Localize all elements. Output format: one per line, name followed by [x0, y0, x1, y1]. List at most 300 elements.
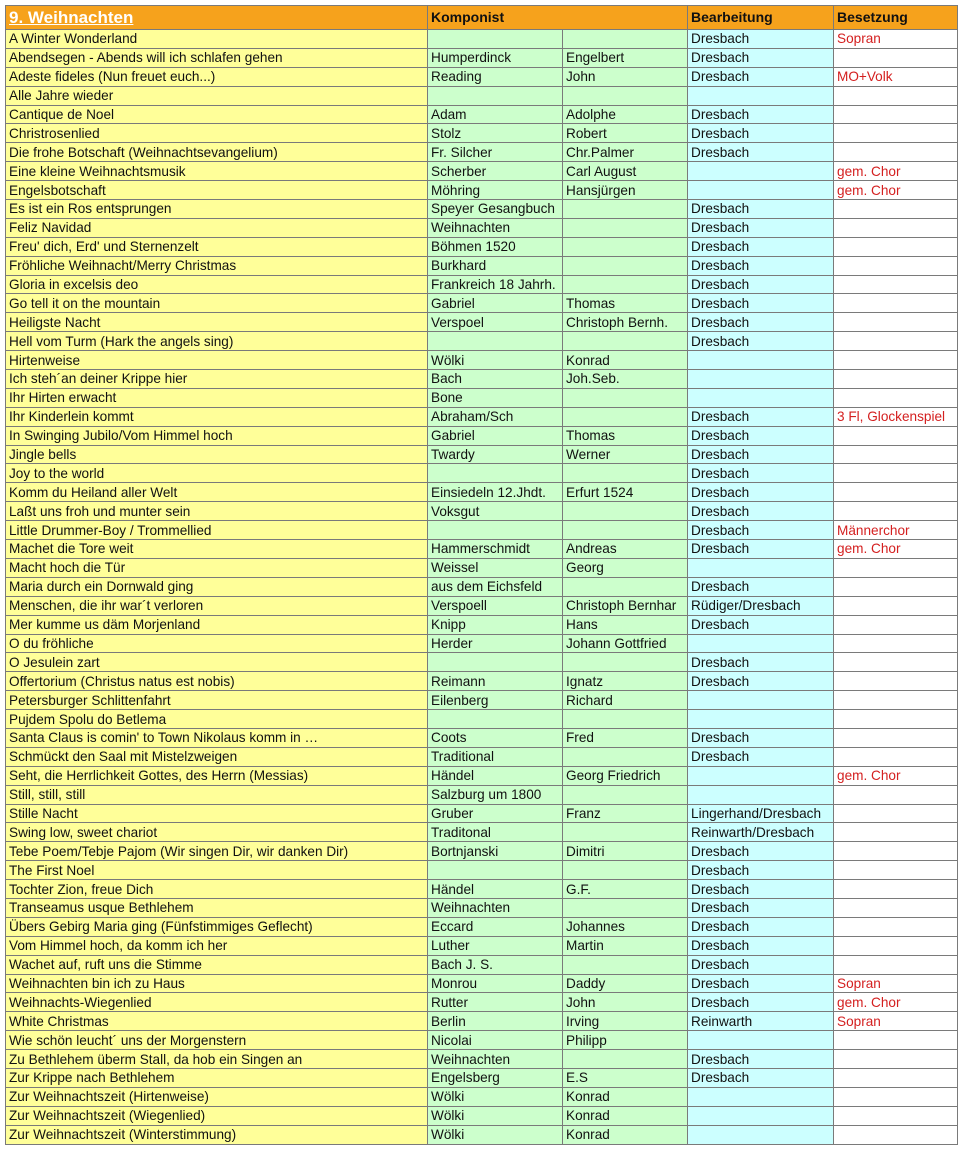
cast-cell	[834, 218, 958, 237]
composer-last-cell: Weihnachten	[428, 218, 563, 237]
table-row	[6, 936, 958, 955]
arrangement-cell: Dresbach	[688, 464, 834, 483]
composer-first-cell: Thomas	[563, 294, 688, 313]
composer-last-cell: Bone	[428, 388, 563, 407]
composer-last-cell: Scherber	[428, 162, 563, 181]
table-row	[6, 993, 958, 1012]
composer-header: Komponist	[428, 6, 688, 30]
arrangement-cell: Dresbach	[688, 426, 834, 445]
song-title-cell: Pujdem Spolu do Betlema	[6, 710, 428, 729]
composer-first-cell: Erfurt 1524	[563, 483, 688, 502]
composer-first-cell	[563, 218, 688, 237]
song-title-cell: Joy to the world	[6, 464, 428, 483]
cast-cell	[834, 332, 958, 351]
song-title-cell: Tebe Poem/Tebje Pajom (Wir singen Dir, wir danken Dir)	[6, 842, 428, 861]
song-title-cell: Menschen, die ihr war´t verloren	[6, 596, 428, 615]
composer-last-cell: Herder	[428, 634, 563, 653]
cast-cell	[834, 823, 958, 842]
song-title-cell: Eine kleine Weihnachtsmusik	[6, 162, 428, 181]
song-title-cell: Ihr Hirten erwacht	[6, 388, 428, 407]
song-title-cell: Zu Bethlehem überm Stall, da hob ein Singen an	[6, 1050, 428, 1069]
composer-last-cell: Einsiedeln 12.Jhdt.	[428, 483, 563, 502]
song-title-cell: Machet die Tore weit	[6, 540, 428, 559]
composer-last-cell: Händel	[428, 880, 563, 899]
composer-first-cell: Konrad	[563, 1106, 688, 1125]
composer-first-cell: John	[563, 993, 688, 1012]
song-title-cell: Offertorium (Christus natus est nobis)	[6, 672, 428, 691]
composer-first-cell	[563, 653, 688, 672]
table-row	[6, 237, 958, 256]
cast-cell	[834, 804, 958, 823]
song-title-cell: Engelsbotschaft	[6, 181, 428, 200]
arrangement-cell: Reinwarth/Dresbach	[688, 823, 834, 842]
composer-first-cell: Adolphe	[563, 105, 688, 124]
cast-cell: Sopran	[834, 1012, 958, 1031]
cast-cell	[834, 785, 958, 804]
composer-first-cell: Ignatz	[563, 672, 688, 691]
composer-first-cell: Engelbert	[563, 48, 688, 67]
table-row	[6, 426, 958, 445]
arrangement-cell	[688, 370, 834, 389]
song-title-cell: Vom Himmel hoch, da komm ich her	[6, 936, 428, 955]
table-row	[6, 86, 958, 105]
cast-cell	[834, 502, 958, 521]
song-title-cell: Zur Weihnachtszeit (Winterstimmung)	[6, 1125, 428, 1144]
song-title-cell: Transeamus usque Bethlehem	[6, 898, 428, 917]
composer-first-cell	[563, 823, 688, 842]
song-title-cell: Stille Nacht	[6, 804, 428, 823]
composer-last-cell: Möhring	[428, 181, 563, 200]
composer-last-cell: Gruber	[428, 804, 563, 823]
cast-cell	[834, 256, 958, 275]
cast-cell	[834, 577, 958, 596]
composer-last-cell: Wölki	[428, 1106, 563, 1125]
cast-header: Besetzung	[834, 6, 958, 30]
song-title-cell: Petersburger Schlittenfahrt	[6, 691, 428, 710]
composer-last-cell	[428, 30, 563, 49]
table-row	[6, 804, 958, 823]
table-row	[6, 1125, 958, 1144]
composer-first-cell	[563, 785, 688, 804]
song-title-cell: A Winter Wonderland	[6, 30, 428, 49]
cast-cell	[834, 691, 958, 710]
table-row	[6, 388, 958, 407]
composer-last-cell	[428, 86, 563, 105]
arrangement-cell	[688, 1087, 834, 1106]
cast-cell	[834, 936, 958, 955]
table-row	[6, 955, 958, 974]
table-row	[6, 407, 958, 426]
song-title-cell: Mer kumme us däm Morjenland	[6, 615, 428, 634]
composer-first-cell	[563, 861, 688, 880]
song-title-cell: Macht hoch die Tür	[6, 558, 428, 577]
composer-first-cell	[563, 237, 688, 256]
composer-last-cell: Nicolai	[428, 1031, 563, 1050]
table-row	[6, 558, 958, 577]
composer-first-cell	[563, 86, 688, 105]
arrangement-cell	[688, 691, 834, 710]
song-title-cell: Abendsegen - Abends will ich schlafen gehen	[6, 48, 428, 67]
song-title-cell: The First Noel	[6, 861, 428, 880]
arrangement-cell: Dresbach	[688, 955, 834, 974]
arrangement-cell	[688, 162, 834, 181]
composer-last-cell: Traditional	[428, 747, 563, 766]
composer-last-cell: Bortnjanski	[428, 842, 563, 861]
composer-last-cell: Hammerschmidt	[428, 540, 563, 559]
cast-cell: Sopran	[834, 974, 958, 993]
composer-last-cell: Gabriel	[428, 294, 563, 313]
composer-first-cell: John	[563, 67, 688, 86]
cast-cell	[834, 445, 958, 464]
song-title-cell: Ihr Kinderlein kommt	[6, 407, 428, 426]
table-row	[6, 1031, 958, 1050]
cast-cell	[834, 124, 958, 143]
song-title-cell: Go tell it on the mountain	[6, 294, 428, 313]
composer-first-cell	[563, 710, 688, 729]
cast-cell	[834, 1050, 958, 1069]
cast-cell	[834, 294, 958, 313]
cast-cell	[834, 728, 958, 747]
arrangement-cell	[688, 634, 834, 653]
table-row	[6, 162, 958, 181]
arrangement-cell: Dresbach	[688, 275, 834, 294]
arrangement-cell: Dresbach	[688, 898, 834, 917]
arrangement-cell: Dresbach	[688, 540, 834, 559]
song-title-cell: Wie schön leucht´ uns der Morgenstern	[6, 1031, 428, 1050]
cast-cell: gem. Chor	[834, 766, 958, 785]
song-title-cell: Adeste fideles (Nun freuet euch...)	[6, 67, 428, 86]
cast-cell	[834, 86, 958, 105]
cast-cell	[834, 370, 958, 389]
composer-last-cell: Monrou	[428, 974, 563, 993]
composer-last-cell: Reading	[428, 67, 563, 86]
cast-cell	[834, 200, 958, 219]
composer-first-cell	[563, 388, 688, 407]
arrangement-cell: Dresbach	[688, 124, 834, 143]
cast-cell	[834, 483, 958, 502]
song-title-cell: O Jesulein zart	[6, 653, 428, 672]
table-row	[6, 370, 958, 389]
arrangement-cell: Dresbach	[688, 672, 834, 691]
arrangement-cell: Dresbach	[688, 332, 834, 351]
cast-cell	[834, 426, 958, 445]
cast-cell	[834, 955, 958, 974]
composer-first-cell	[563, 332, 688, 351]
composer-first-cell: Konrad	[563, 1125, 688, 1144]
arrangement-cell: Dresbach	[688, 313, 834, 332]
arrangement-cell: Dresbach	[688, 936, 834, 955]
arrangement-cell	[688, 1125, 834, 1144]
song-title-cell: Tochter Zion, freue Dich	[6, 880, 428, 899]
song-title-cell: Zur Krippe nach Bethlehem	[6, 1068, 428, 1087]
song-title-cell: White Christmas	[6, 1012, 428, 1031]
cast-cell	[834, 917, 958, 936]
arrangement-cell: Reinwarth	[688, 1012, 834, 1031]
table-row	[6, 653, 958, 672]
song-title-cell: Jingle bells	[6, 445, 428, 464]
composer-last-cell: Wölki	[428, 1125, 563, 1144]
composer-last-cell: Bach J. S.	[428, 955, 563, 974]
song-title-cell: Christrosenlied	[6, 124, 428, 143]
cast-cell	[834, 313, 958, 332]
cast-cell	[834, 898, 958, 917]
arrangement-cell: Dresbach	[688, 615, 834, 634]
composer-last-cell: Fr. Silcher	[428, 143, 563, 162]
table-row	[6, 67, 958, 86]
composer-last-cell: Speyer Gesangbuch	[428, 200, 563, 219]
song-title-cell: In Swinging Jubilo/Vom Himmel hoch	[6, 426, 428, 445]
section-title: 9. Weihnachten	[6, 6, 428, 30]
arrangement-cell: Dresbach	[688, 1068, 834, 1087]
composer-last-cell: Weissel	[428, 558, 563, 577]
composer-first-cell	[563, 30, 688, 49]
cast-cell	[834, 880, 958, 899]
arrangement-cell	[688, 1031, 834, 1050]
composer-last-cell: Humperdinck	[428, 48, 563, 67]
cast-cell	[834, 653, 958, 672]
header-row	[6, 6, 958, 30]
table-row	[6, 1012, 958, 1031]
arrangement-cell: Dresbach	[688, 48, 834, 67]
cast-cell	[834, 747, 958, 766]
composer-last-cell: Böhmen 1520	[428, 237, 563, 256]
cast-cell	[834, 634, 958, 653]
composer-first-cell: Georg Friedrich	[563, 766, 688, 785]
composer-first-cell: Andreas	[563, 540, 688, 559]
composer-first-cell: Hans	[563, 615, 688, 634]
composer-last-cell: Verspoel	[428, 313, 563, 332]
composer-first-cell: Carl August	[563, 162, 688, 181]
composer-last-cell	[428, 464, 563, 483]
cast-cell: 3 Fl, Glockenspiel	[834, 407, 958, 426]
composer-last-cell: Weihnachten	[428, 898, 563, 917]
song-title-cell: Cantique de Noel	[6, 105, 428, 124]
cast-cell: MO+Volk	[834, 67, 958, 86]
table-row	[6, 200, 958, 219]
composer-last-cell: Eccard	[428, 917, 563, 936]
cast-cell: Sopran	[834, 30, 958, 49]
composer-first-cell	[563, 955, 688, 974]
arrangement-cell: Dresbach	[688, 653, 834, 672]
composer-last-cell: Voksgut	[428, 502, 563, 521]
table-row	[6, 332, 958, 351]
table-row	[6, 48, 958, 67]
song-title-cell: Ich steh´an deiner Krippe hier	[6, 370, 428, 389]
composer-last-cell: Berlin	[428, 1012, 563, 1031]
arrangement-cell: Lingerhand/Dresbach	[688, 804, 834, 823]
composer-first-cell: Martin	[563, 936, 688, 955]
song-title-cell: Feliz Navidad	[6, 218, 428, 237]
table-row	[6, 30, 958, 49]
song-title-cell: Laßt uns froh und munter sein	[6, 502, 428, 521]
composer-last-cell	[428, 521, 563, 540]
arrangement-cell: Dresbach	[688, 407, 834, 426]
arrangement-cell: Dresbach	[688, 861, 834, 880]
table-row	[6, 294, 958, 313]
composer-first-cell	[563, 464, 688, 483]
composer-first-cell: Dimitri	[563, 842, 688, 861]
arrangement-cell	[688, 766, 834, 785]
song-title-cell: Little Drummer-Boy / Trommellied	[6, 521, 428, 540]
composer-last-cell: Weihnachten	[428, 1050, 563, 1069]
table-row	[6, 181, 958, 200]
composer-first-cell: Daddy	[563, 974, 688, 993]
cast-cell	[834, 710, 958, 729]
table-row	[6, 124, 958, 143]
cast-cell: gem. Chor	[834, 162, 958, 181]
cast-cell	[834, 615, 958, 634]
arrangement-cell: Dresbach	[688, 67, 834, 86]
composer-first-cell: Christoph Bernhar	[563, 596, 688, 615]
composer-last-cell: Händel	[428, 766, 563, 785]
table-row	[6, 596, 958, 615]
table-row	[6, 502, 958, 521]
song-title-cell: Freu' dich, Erd' und Sternenzelt	[6, 237, 428, 256]
composer-last-cell	[428, 653, 563, 672]
composer-last-cell: Gabriel	[428, 426, 563, 445]
composer-first-cell	[563, 577, 688, 596]
composer-last-cell: Abraham/Sch	[428, 407, 563, 426]
table-row	[6, 785, 958, 804]
composer-first-cell: Konrad	[563, 351, 688, 370]
arrangement-cell	[688, 558, 834, 577]
arrangement-cell: Dresbach	[688, 256, 834, 275]
arrangement-cell: Dresbach	[688, 143, 834, 162]
composer-first-cell: Franz	[563, 804, 688, 823]
table-row	[6, 1106, 958, 1125]
table-row	[6, 1050, 958, 1069]
song-title-cell: Hell vom Turm (Hark the angels sing)	[6, 332, 428, 351]
arrangement-cell: Dresbach	[688, 842, 834, 861]
arrangement-cell	[688, 351, 834, 370]
arrangement-header: Bearbeitung	[688, 6, 834, 30]
song-title-cell: Gloria in excelsis deo	[6, 275, 428, 294]
arrangement-cell: Rüdiger/Dresbach	[688, 596, 834, 615]
composer-last-cell: Eilenberg	[428, 691, 563, 710]
song-title-cell: Übers Gebirg Maria ging (Fünfstimmiges Geflecht)	[6, 917, 428, 936]
composer-first-cell: Philipp	[563, 1031, 688, 1050]
song-title-cell: Swing low, sweet chariot	[6, 823, 428, 842]
song-title-cell: Es ist ein Ros entsprungen	[6, 200, 428, 219]
composer-first-cell: Hansjürgen	[563, 181, 688, 200]
table-row	[6, 634, 958, 653]
composer-last-cell: Salzburg um 1800	[428, 785, 563, 804]
arrangement-cell	[688, 1106, 834, 1125]
cast-cell: Männerchor	[834, 521, 958, 540]
composer-last-cell: Coots	[428, 728, 563, 747]
song-title-cell: Die frohe Botschaft (Weihnachtsevangelium)	[6, 143, 428, 162]
arrangement-cell	[688, 710, 834, 729]
composer-last-cell: Knipp	[428, 615, 563, 634]
table-row	[6, 577, 958, 596]
arrangement-cell: Dresbach	[688, 483, 834, 502]
table-row	[6, 483, 958, 502]
arrangement-cell	[688, 785, 834, 804]
composer-first-cell	[563, 1050, 688, 1069]
arrangement-cell: Dresbach	[688, 1050, 834, 1069]
cast-cell	[834, 388, 958, 407]
table-row	[6, 974, 958, 993]
cast-cell: gem. Chor	[834, 540, 958, 559]
song-title-cell: Santa Claus is comin' to Town Nikolaus komm in …	[6, 728, 428, 747]
arrangement-cell: Dresbach	[688, 728, 834, 747]
song-title-cell: Zur Weihnachtszeit (Hirtenweise)	[6, 1087, 428, 1106]
cast-cell: gem. Chor	[834, 181, 958, 200]
table-row	[6, 747, 958, 766]
cast-cell	[834, 558, 958, 577]
song-title-cell: Fröhliche Weihnacht/Merry Christmas	[6, 256, 428, 275]
table-row	[6, 445, 958, 464]
cast-cell	[834, 105, 958, 124]
table-row	[6, 143, 958, 162]
composer-last-cell	[428, 710, 563, 729]
song-table	[5, 5, 958, 1145]
table-row	[6, 615, 958, 634]
song-title-cell: Zur Weihnachtszeit (Wiegenlied)	[6, 1106, 428, 1125]
composer-last-cell: Rutter	[428, 993, 563, 1012]
arrangement-cell: Dresbach	[688, 502, 834, 521]
arrangement-cell: Dresbach	[688, 105, 834, 124]
composer-first-cell: Konrad	[563, 1087, 688, 1106]
cast-cell: gem. Chor	[834, 993, 958, 1012]
table-row	[6, 917, 958, 936]
arrangement-cell	[688, 86, 834, 105]
cast-cell	[834, 143, 958, 162]
composer-first-cell: Johannes	[563, 917, 688, 936]
composer-last-cell: Twardy	[428, 445, 563, 464]
song-title-cell: Schmückt den Saal mit Mistelzweigen	[6, 747, 428, 766]
cast-cell	[834, 1031, 958, 1050]
composer-last-cell: Wölki	[428, 1087, 563, 1106]
table-row	[6, 256, 958, 275]
cast-cell	[834, 1125, 958, 1144]
composer-first-cell	[563, 407, 688, 426]
cast-cell	[834, 275, 958, 294]
composer-last-cell: Reimann	[428, 672, 563, 691]
table-row	[6, 861, 958, 880]
composer-first-cell: Werner	[563, 445, 688, 464]
composer-last-cell: Bach	[428, 370, 563, 389]
song-rows	[6, 30, 958, 1145]
arrangement-cell: Dresbach	[688, 200, 834, 219]
composer-first-cell: Chr.Palmer	[563, 143, 688, 162]
composer-first-cell	[563, 521, 688, 540]
table-row	[6, 880, 958, 899]
composer-first-cell: Irving	[563, 1012, 688, 1031]
composer-first-cell: Johann Gottfried	[563, 634, 688, 653]
song-title-cell: Seht, die Herrlichkeit Gottes, des Herrn (Messias)	[6, 766, 428, 785]
arrangement-cell: Dresbach	[688, 218, 834, 237]
table-row	[6, 823, 958, 842]
table-row	[6, 1068, 958, 1087]
composer-last-cell: aus dem Eichsfeld	[428, 577, 563, 596]
composer-last-cell: Engelsberg	[428, 1068, 563, 1087]
song-title-cell: Komm du Heiland aller Welt	[6, 483, 428, 502]
table-row	[6, 351, 958, 370]
song-title-cell: Weihnachts-Wiegenlied	[6, 993, 428, 1012]
cast-cell	[834, 237, 958, 256]
composer-first-cell	[563, 200, 688, 219]
cast-cell	[834, 861, 958, 880]
arrangement-cell: Dresbach	[688, 521, 834, 540]
song-title-cell: Heiligste Nacht	[6, 313, 428, 332]
composer-first-cell	[563, 747, 688, 766]
cast-cell	[834, 1068, 958, 1087]
composer-last-cell	[428, 332, 563, 351]
table-row	[6, 218, 958, 237]
composer-first-cell: Georg	[563, 558, 688, 577]
cast-cell	[834, 1106, 958, 1125]
